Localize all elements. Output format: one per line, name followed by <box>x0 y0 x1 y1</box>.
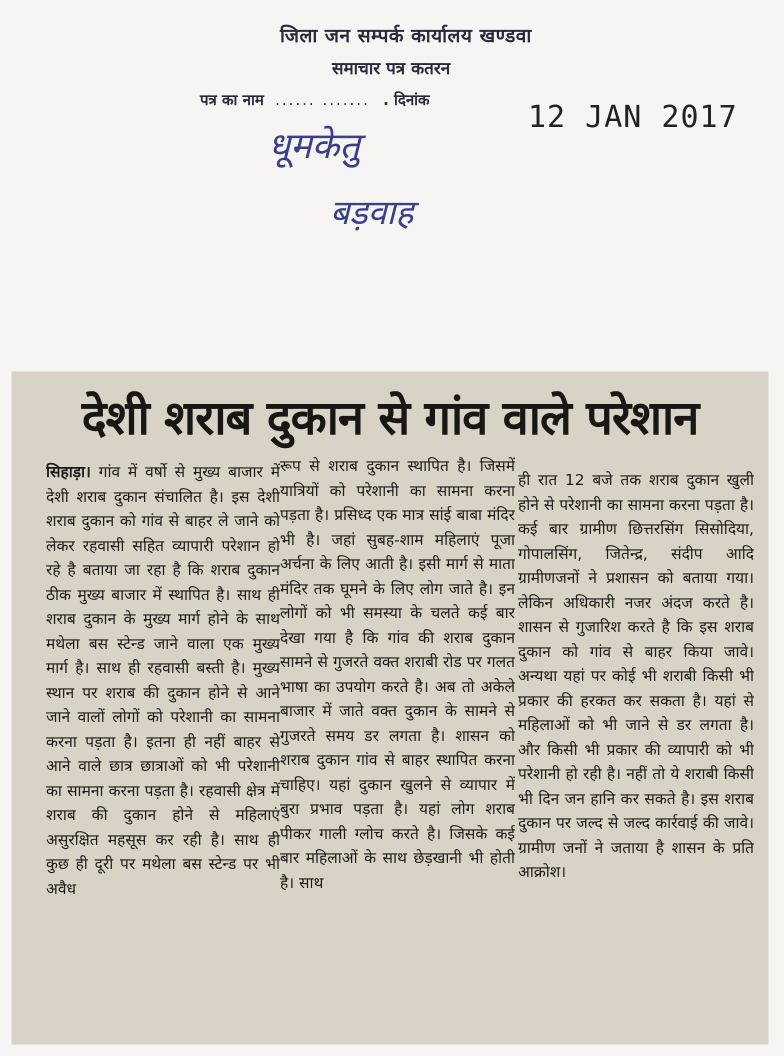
news-clipping <box>12 372 768 1044</box>
paper-name-line <box>200 90 430 110</box>
article-column-1-text: गांव में वर्षो से मुख्य बाजार में देशी शराब दुकान संचालित है। इस देशी शराब दुकान को गांव से बाहर ले जाने को लेकर रहवासी सहित व्यापारी परेशान हो रहे है बताया जा रहा है कि शराब दुकान ठीक मुख्य बाजार में स्थापित है। साथ ही शराब दुकान के मुख्य मार्ग होने के साथ मथेला बस स्टेन्ड जाने वाला एक मुख्य मार्ग है। साथ ही रहवासी बस्ती है। मुख्य स्थान पर शराब की दुकान होने से आने जाने वालों लोगों को परेशानी का सामना करना पड़ता है। इतना ही नहीं बाहर से आने वाले छात्र छात्राओं को भी परेशानी का सामना करना पड़ता है। रहवासी क्षेत्र में शराब की दुकान होने से महिलाएं असुरक्षित महसूस कर रही है। साथ ही कुछ ही दूरी पर मथेला बस स्टेन्ड पर भी अवैध <box>46 463 280 898</box>
article-headline: देशी शराब दुकान से गांव वाले परेशान <box>81 391 699 446</box>
paper-name-blank: ...... ....... <box>275 91 370 109</box>
article-column-3: ही रात 12 बजे तक शराब दुकान खुली होने से परेशानी का सामना करना पड़ता है। कई बार ग्रामीण छित्तरसिंग सिसोदिया, गोपालसिंग, जितेन्द्र, संदीप आदि ग्रामीणजनों ने प्रशासन को बताया गया। लेकिन अधिकारी नजर अंदज करते है। शासन से गुजारिश करते है कि इस शराब दुकान को गांव से बाहर किया जावे। अन्यथा यहां पर कोई भी शराबी किसी भी प्रकार की हरकत कर सकता है। यहां से महिलाओं को भी जाने से डर लगता है। और किसी भी प्रकार की व्यापारी को भी परेशानी हो रही है। नहीं तो ये शराबी किसी भी दिन जन हानि कर सकते है। इस शराब दुकान पर जल्द से जल्द कार्रवाई की जावे। ग्रामीण जनों ने जताया है शासन के प्रति आक्रोश। <box>518 471 754 881</box>
handwritten-paper-name: धूमकेतु <box>268 126 360 167</box>
article-column-1 <box>46 460 280 1035</box>
article-column-2: रूप से शराब दुकान स्थापित है। जिसमें यात्रियों को परेशानी का सामना करना पड़ता है। प्रसिध्द एक मात्र सांई बाबा मंदिर भी है। जहां सुबह-शाम महिलाएं पूजा अर्चना के लिए आती है। इसी मार्ग से माता मंदिर तक घूमने के लिए लोग जाते है। इन लोगों को भी समस्या के चलते कई बार देखा गया है कि गांव की शराब दुकान सामने से गुजरते वक्त शराबी रोड पर गलत भाषा का उपयोग करते है। अब तो अकेले बाजार में जाते वक्त दुकान के सामने से गुजरते समय डर लगता है। शासन को शराब दुकान गांव से बाहर स्थापित करना चाहिए। यहां दुकान खुलने से व्यापार में बुरा प्रभाव पड़ता है। यहां लोग शराब पीकर गाली ग्लोच करते है। जिसके कई बार महिलाओं के साथ छेड़खानी भी होती है। साथ <box>280 457 515 892</box>
clipping-stamp-line: समाचार पत्र कतरन <box>332 59 451 79</box>
handwritten-place-name: बड़वाह <box>330 193 414 233</box>
clipping-header <box>0 0 784 370</box>
paper-name-label: पत्र का नाम <box>200 91 264 109</box>
office-stamp-line: जिला जन सम्पर्क कार्यालय खण्डवा <box>280 25 532 47</box>
date-stamp: 12 JAN 2017 <box>528 100 738 135</box>
article-dateline: सिहाड़ा। <box>46 463 91 481</box>
date-label: . दिनांक <box>383 91 430 109</box>
